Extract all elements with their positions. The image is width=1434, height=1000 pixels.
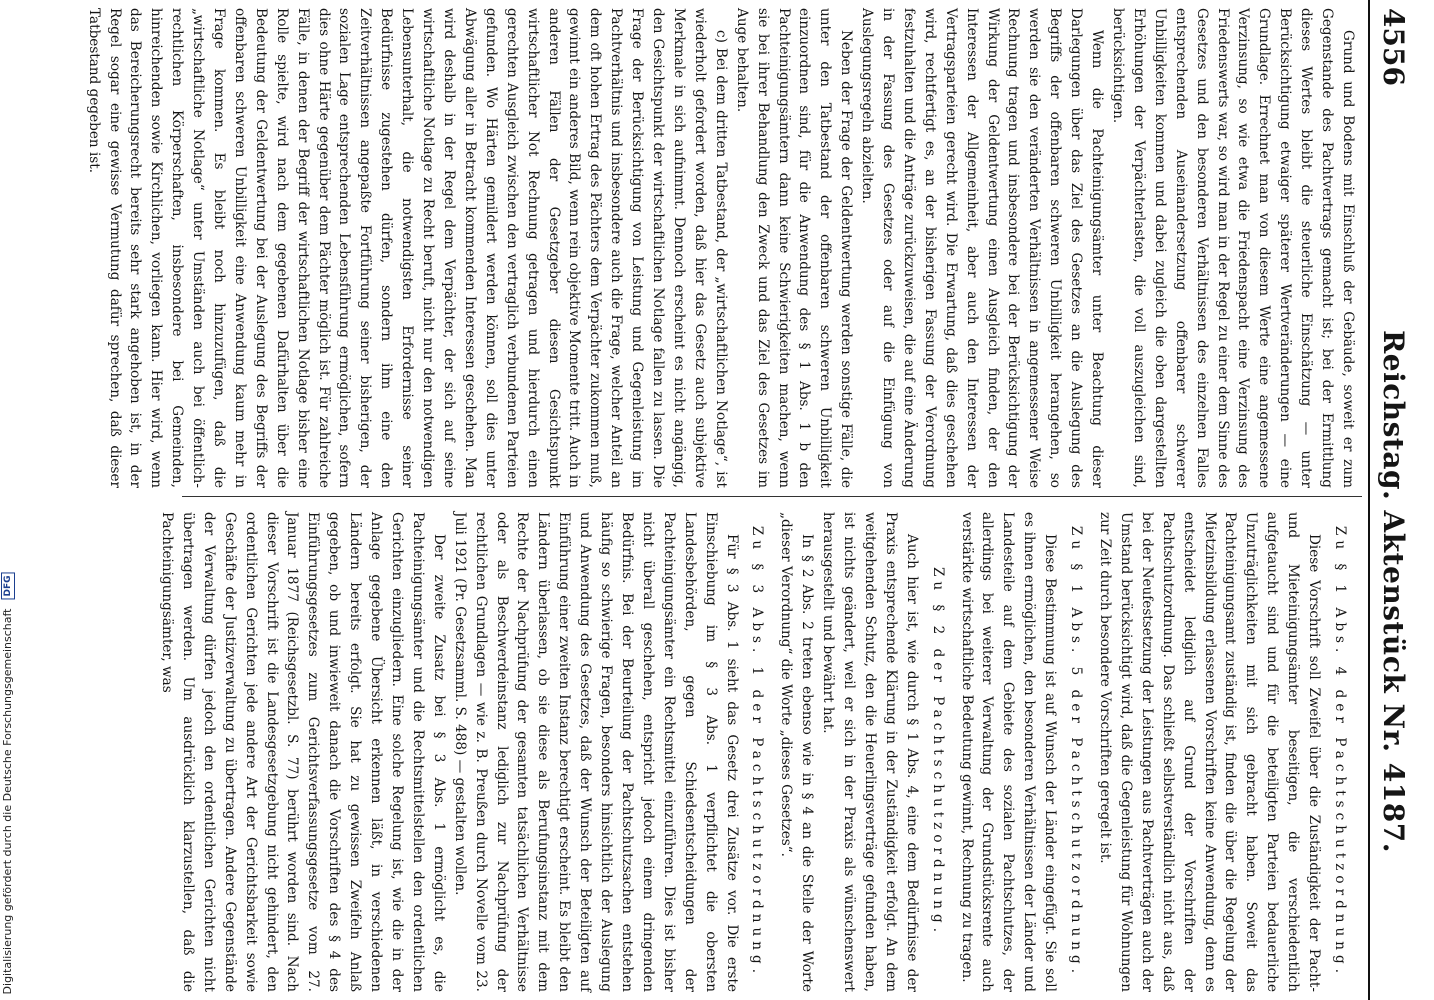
dfg-logo: DFG xyxy=(1,572,15,599)
paragraph: Diese Bestimmung ist auf Wunsch der Länder eingefügt. Sie soll es ihnen ermöglichen, den besonderen Verhältnissen der Länder und Landesteile auf dem Gebiete des sozialen Pachtschutzes, der allerdings bei weiterer Verwaltung der Grundstücksrente auch verstärkte wirtschaftliche Bedeutung gewinnt, Rechnung zu tragen. xyxy=(958,512,1059,992)
paragraph: Neben der Frage der Geldentwertung werden sonstige Fälle, die unter den Tatbestand der offenbaren schweren Unbilligkeit einzuordnen sind, für die Anwendung des § 1 Abs. 1 b den Pachteinigungsämtern dann keine Schwierigkeiten machen, wenn sie bei ihrer Behandlung den Zweck und das Ziel des Gesetzes im Auge behalten. xyxy=(733,8,855,488)
section-heading: Zu § 3 Abs. 1 der Pachtschutzordnung. xyxy=(749,525,766,979)
paragraph: c) Bei dem dritten Tatbestand, der „wirtschaftlichen Notlage“, ist wiederholt gefordert worden, daß hier das Gesetz auch subjektive Merkmale in sich aufnimmt. Dennoch erscheint es nicht angängig, den Gesichtspunkt der wirtschaftlichen Notlage fallen zu lassen. Die Frage der Berücksichtigung von Leistung und Gegenleistung im Pachtverhältnis und insbesondere auch die Frage, welcher Anteil an dem oft hohen Ertrag des Pächters dem Verpächter zukommen muß, gewinnt ein anderes Bild, wenn rein objektive Momente tritt. Auch in anderen Fällen der Gesetzgeber diesen Gesichtspunkt wirtschaftlicher Not Rechnung getragen und hierdurch einen gerechten Ausgleich zwischen den vertraglich verbundenen Parteien gefunden. Wo Härten gemildert werden können, soll dies unter Abwägung aller in Betracht kommenden Interessen geschehen. Man wird deshalb in der Regel dem Verpächter, der sich auf seine wirtschaftliche Notlage zu Recht beruft, nicht nur den notwendigen Lebensunterhalt, die notwendigsten Erfordernisse seiner Bedürfnisse zugestehen dürfen, sondern ihm eine den Zeitverhältnissen angepaßte Fortführung seiner bisherigen, der sozialen Lage entsprechenden Lebensführung ermöglichen, sofern dies ohne Härte gegenüber dem Pächter möglich ist. Für zahlreiche Fälle, in denen der Begriff der wirtschaftlichen Notlage bisher eine Rolle spielte, wird nach dem gegebenen Dafürhalten über die Bedeutung der Geldentwertung bei der Auslegung des Begriffs der offenbaren schweren Unbilligkeit eine Anwendung kaum mehr in Frage kommen. Es bleibt noch hinzuzufügen, daß die „wirtschaftliche Notlage“ unter Umständen auch bei öffentlich-rechtlichen Körperschaften, insbesondere bei Gemeinden, hinreichenden sowie Kirchlichen, vorliegen kann. Hier wird, wenn das Bereicherungsrecht bereits sehr stark angehoben ist, in der Regel sogar eine gewisse Vermutung dafür sprechen, daß dieser Tatbestand gegeben ist. xyxy=(85,8,729,488)
section-heading: Zu § 1 Abs. 5 der Pachtschutzordnung. xyxy=(1068,525,1085,979)
paragraph: Wenn die Pachteinigungsämter unter Beachtung dieser Darlegungen über das Ziel des Gesetzes an die Auslegung des Begriffs der offenbaren schweren Unbilligkeit herangehen, so werden sie den veränderten Verhältnissen in angemessener Weise Rechnung tragen und insbesondere bei der Berücksichtigung der Wirkung der Geldentwertung einen Ausgleich finden, der den Interessen der Allgemeinheit, aber auch den Interessen der Vertragsparteien gerecht wird. Die Erwartung, daß dies geschehen wird, rechtfertigt es, an der bisherigen Fassung der Verordnung festzuhalten und die Anträge zurückzuweisen, die auf eine Änderung in der Fassung des Gesetzes oder auf die Einfügung von Auslegungsregeln abzielten. xyxy=(859,8,1106,488)
rotated-page-content xyxy=(85,0,1420,1000)
page-title: Reichstag. Aktenstück Nr. 4187. xyxy=(1377,330,1410,853)
column-divider xyxy=(182,496,1362,497)
paragraph: Diese Vorschrift soll Zweifel über die Zuständigkeit der Pacht- und Mieteinigungsämter beseitigen, die verschiedentlich aufgetaucht sind und für die beteiligten Parteien bedauerliche Unzuträglichkeiten mit sich gebracht haben. Soweit das Pachteinigungsamt zuständig ist, finden die über die Regelung der Mietzinsbildung erlassenen Vorschriften keine Anwendung, denn es entscheidet lediglich auf Grund der Vorschriften der Pachtschutzordnung. Das schließt selbstverständlich nicht aus, daß bei der Neufestsetzung der Leistungen aus Pachtverträgen auch der Umstand berücksichtigt wird, daß die Gegenleistung für Wohnungen zur Zeit durch besondere Vorschriften geregelt ist. xyxy=(1097,512,1323,992)
digitization-note-text: Digitalisierung gefördert durch die Deutsche Forschungsgemeinschaft xyxy=(1,608,14,994)
left-column xyxy=(83,8,1358,488)
page-header xyxy=(1368,0,1420,1000)
paragraph: Für § 3 Abs. 1 sieht das Gesetz drei Zusätze vor. Die erste Einschiebung im § 3 Abs. 1 verpflichtet die obersten Landesbehörden, gegen Schiedsentscheidungen der Pachteinigungsämter ein Rechtsmittel einzuführen. Dies ist bisher nicht überall geschehen, entspricht jedoch einem dringenden Bedürfnis. Bei der Beurteilung der Pachtschutzsachen entstehen häufig so schwierige Fragen, besonders hinsichtlich der Auslegung und Anwendung des Gesetzes, daß der Wunsch der Beteiligten auf Einführung einer zweiten Instanz berechtigt erscheint. Es bleibt den Ländern überlassen, ob sie diese als Berufungsinstanz mit dem Rechte der Nachprüfung der gesamten tatsächlichen Verhältnisse oder als Beschwerdeinstanz lediglich zur Nachprüfung der rechtlichen Grundlagen — wie z. B. Preußen durch Novelle vom 23. Juli 1921 (Pr. Gesetzsamml. S. 488) — gestalten wollen. xyxy=(451,512,740,992)
right-column xyxy=(156,512,1358,992)
paragraph: In § 2 Abs. 2 treten ebenso wie in § 4 an die Stelle der Worte „dieser Verordnung“ die Worte „dieses Gesetzes“. xyxy=(778,512,816,992)
paragraph: Grund und Bodens mit Einschluß der Gebäude, soweit er zum Gegenstande des Pachtvertrags gemacht ist; bei der Ermittlung dieses Wertes bleibt die steuerliche Einschätzung — unter Berücksichtigung etwaiger späterer Wertveränderungen — eine Grundlage. Errechnet man von diesem Werte eine angemessene Verzinsung, so wie etwa die Friedenspacht eine Verzinsung des Friedenswerts war, so wird man in der Regel zu einer dem Sinne des Gesetzes und den besonderen Verhältnissen des einzelnen Falles entsprechenden Auseinandersetzung offenbarer schwerer Unbilligkeiten kommen und dabei zugleich die oben dargestellten Erhöhungen der Verpächterlasten, die voll auszugleichen sind, berücksichtigen. xyxy=(1110,8,1356,488)
digitization-note xyxy=(1,572,15,994)
section-heading: Zu § 1 Abs. 4 der Pachtschutzordnung. xyxy=(1332,525,1348,979)
paragraph: Auch hier ist, wie durch § 1 Abs. 4, eine dem Bedürfnisse der Praxis entsprechende Klärung in der Zuständigkeit erfolgt. An dem weitgehenden Schutz, den die Heuerlingsverträge gefunden haben, ist nichts geändert, weil er sich in der Praxis als wünschenswert herausgestellt und bewährt hat. xyxy=(820,512,920,992)
paragraph: Der zweite Zusatz bei § 3 Abs. 1 ermöglicht es, die Pachteinigungsämter und die Rechtsmittelstellen den ordentlichen Gerichten einzugliedern. Eine solche Regelung ist, wie die in der Anlage gegebene Übersicht erkennen läßt, in verschiedenen Ländern bereits erfolgt. Sie hat zu gewissen Zweifeln Anlaß gegeben, ob und inwieweit danach die Vorschriften des § 4 des Einführungsgesetzes zum Gerichtsverfassungsgesetze vom 27. Januar 1877 (Reichsgesetzbl. S. 77) berührt worden sind. Nach dieser Vorschrift ist die Landesgesetzgebung nicht gehindert, den ordentlichen Gerichten jede andere Art der Gerichtsbarkeit sowie Geschäfte der Justizverwaltung zu übertragen. Andere Gegenstände der Verwaltung dürfen jedoch den ordentlichen Gerichten nicht übertragen werden. Um ausdrücklich klarzustellen, daß die Pachteinigungsämter, was xyxy=(159,512,447,992)
section-heading: Zu § 2 der Pachtschutzordnung. xyxy=(929,566,946,938)
page-number: 4556 xyxy=(1377,8,1410,86)
